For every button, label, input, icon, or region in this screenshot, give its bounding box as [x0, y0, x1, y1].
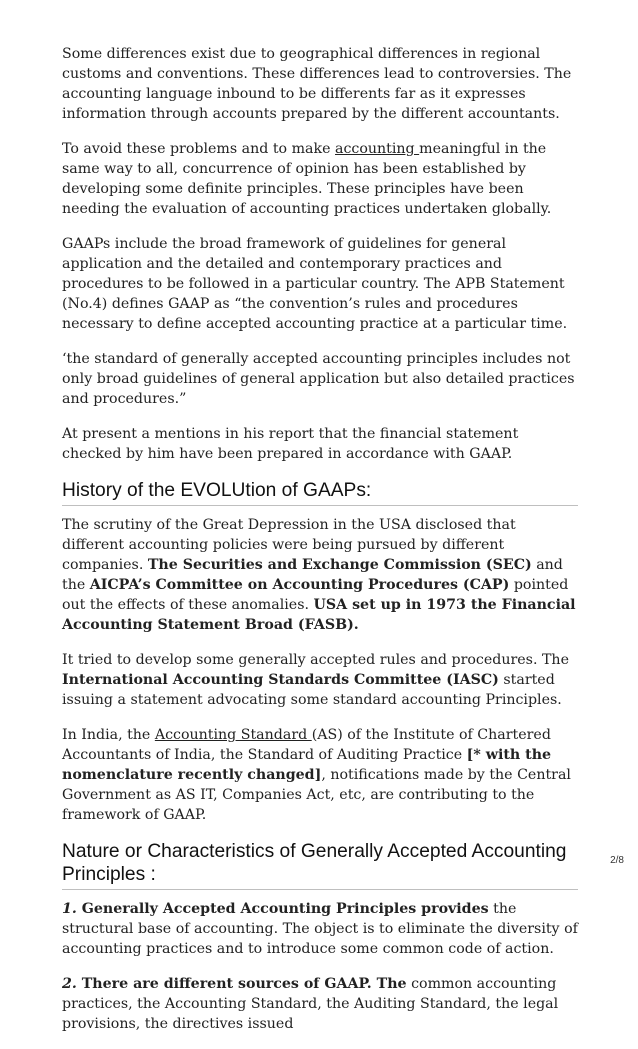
nature-item-2 — [62, 974, 578, 1034]
paragraph-geographical-differences: Some differences exist due to geographical differences in regional customs and conventions. These differences lead to controversies. The accounting language inbound to be differents far as it expresses information through accounts prepared by the different accountants. — [62, 46, 572, 122]
cap-bold: AICPA’s Committee on Accounting Procedures (CAP) — [89, 577, 510, 593]
text: The scrutiny of the Great Depression in the USA disclosed that different accounting policies were being pursued by different companies. — [62, 517, 516, 573]
fasb-bold: USA set up in 1973 the Financial Accounting Statement Broad (FASB). — [62, 597, 576, 633]
accounting-link[interactable]: accounting — [335, 141, 420, 157]
paragraph-great-depression — [62, 515, 578, 635]
item-number: 1. — [62, 901, 77, 917]
paragraph-india — [62, 725, 578, 825]
nature-item-1 — [62, 899, 578, 959]
nature-heading: Nature or Characteristics of Generally Accepted Accounting Principles : — [62, 840, 578, 890]
document-page — [62, 44, 578, 1049]
paragraph-standard-quote: ‘the standard of generally accepted accounting principles includes not only broad guidelines of general application but also detailed practices and procedures.” — [62, 351, 575, 407]
text: and the — [62, 557, 563, 593]
accounting-standard-link[interactable]: Accounting Standard — [154, 727, 312, 743]
text: It tried to develop some generally accepted rules and procedures. The — [62, 652, 569, 668]
text: , notifications made by the Central Government as AS IT, Companies Act, etc, are contributing to the framework of GAAP. — [62, 767, 571, 823]
sec-bold: The Securities and Exchange Commission (SEC) — [147, 557, 532, 573]
paragraph-at-present: At present a mentions in his report that the financial statement checked by him have been prepared in accordance with GAAP. — [62, 426, 519, 462]
text: pointed out the effects of these anomalies. — [62, 577, 569, 613]
paragraph-iasc — [62, 650, 578, 710]
item-1-bold: Generally Accepted Accounting Principles provides — [76, 901, 489, 917]
text: the structural base of accounting. The object is to eliminate the diversity of accounting practices and to introduce some common code of action. — [62, 901, 578, 957]
item-number: 2. — [62, 976, 77, 992]
text: To avoid these problems and to make — [62, 141, 335, 157]
paragraph-avoid-problems — [62, 139, 578, 219]
paragraph-gaap-framework: GAAPs include the broad framework of guidelines for general application and the detailed and contemporary practices and procedures to be followed in a particular country. The APB Statement (No.4) defines GAAP as “the convention’s rules and procedures necessary to define accepted accounting practice at a particular time. — [62, 236, 568, 332]
text: meaningful in the same way to all, concurrence of opinion has been established by developing some definite principles. These principles have been needing the evaluation of accounting practices undertaken globally. — [62, 141, 552, 217]
item-2-bold: There are different sources of GAAP. The — [76, 976, 407, 992]
history-heading: History of the EVOLUtion of GAAPs: — [62, 479, 578, 506]
nomenclature-bold: [* with the nomenclature recently changed] — [62, 747, 552, 783]
text: (AS) of the Institute of Chartered Accountants of India, the Standard of Auditing Practice — [62, 727, 551, 763]
page-number: 2/8 — [610, 855, 624, 866]
text: started issuing a statement advocating some standard accounting Principles. — [62, 672, 562, 708]
text: common accounting practices, the Accounting Standard, the Auditing Standard, the legal provisions, the directives issued — [62, 976, 559, 1032]
iasc-bold: International Accounting Standards Committee (IASC) — [62, 672, 499, 688]
text: In India, the — [62, 727, 155, 743]
